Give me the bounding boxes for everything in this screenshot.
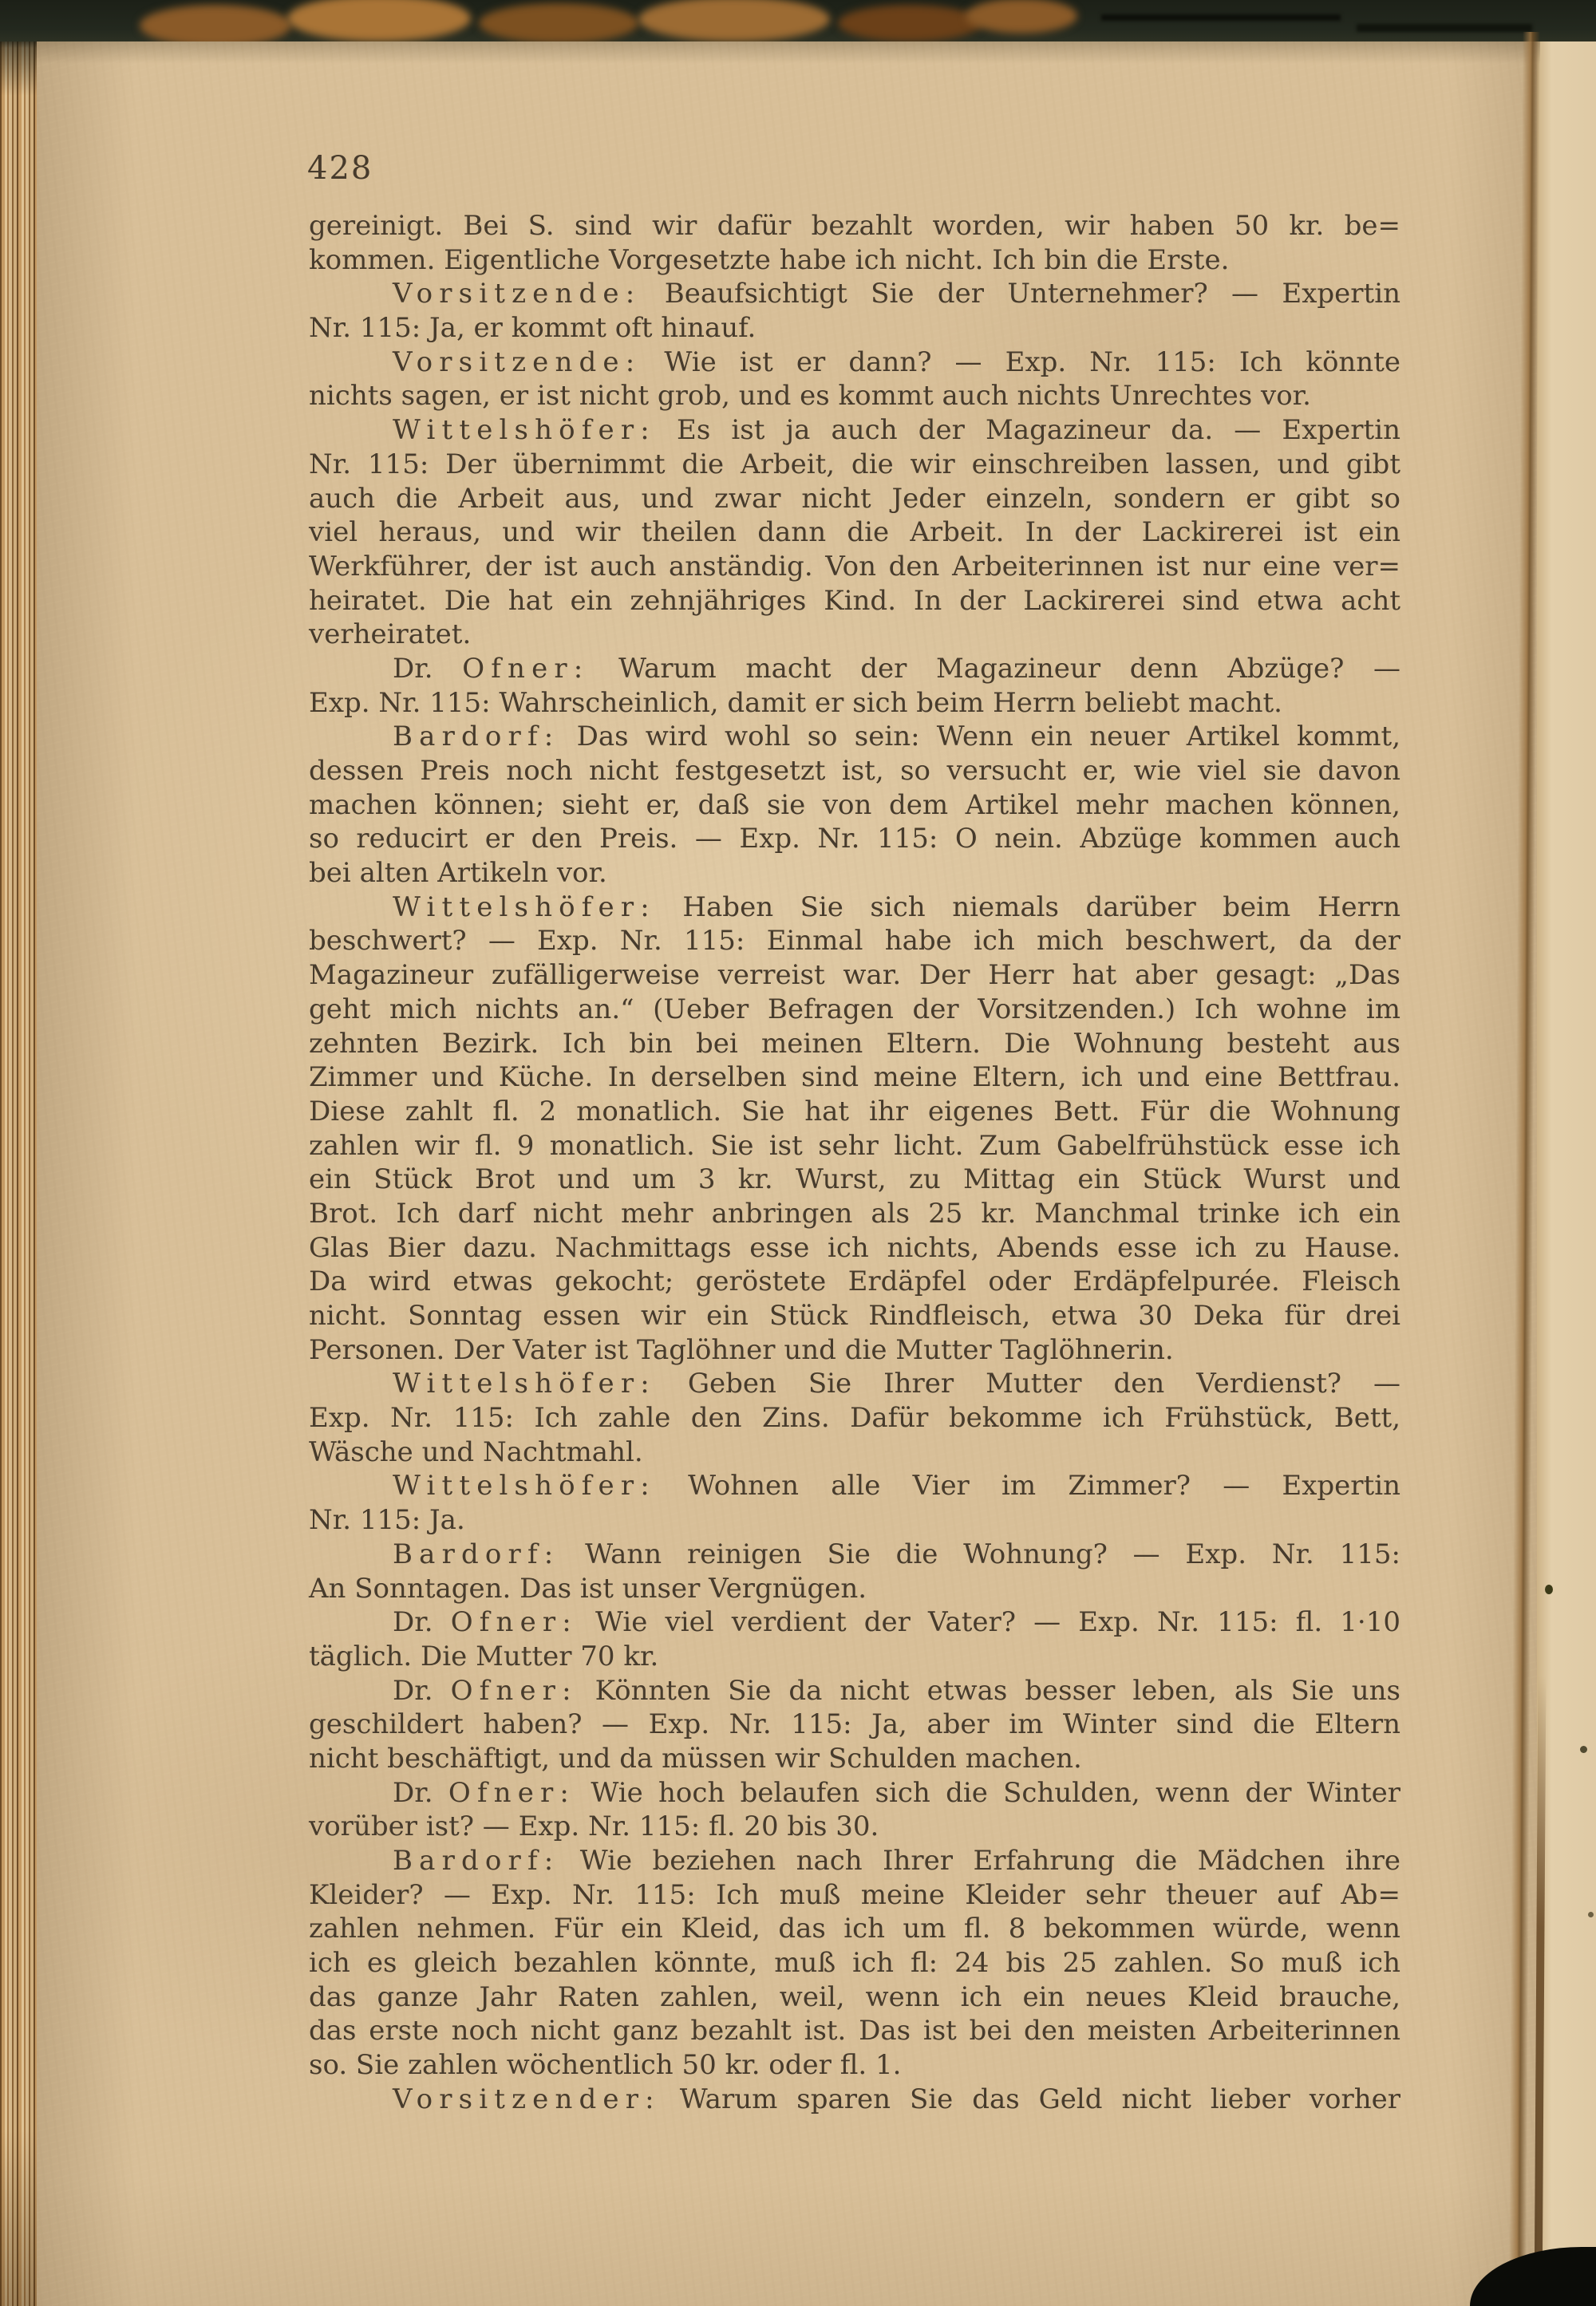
text-line xyxy=(309,1912,1400,1946)
line-text: Wie viel verdient der Vater? — Exp. Nr. 115: fl. 1·10 xyxy=(577,1606,1400,1639)
text-line xyxy=(309,1776,1400,1810)
text-line xyxy=(309,958,1400,993)
line-text: geht mich nichts an.“ (Ueber Befragen der Vorsitzenden.) Ich wohne im xyxy=(309,993,1400,1025)
line-text: gereinigt. Bei S. sind wir dafür bezahlt worden, wir haben 50 kr. be= xyxy=(309,210,1400,242)
text-line xyxy=(309,1333,1400,1368)
line-text: Könnten Sie da nicht etwas besser leben, als Sie uns xyxy=(577,1674,1400,1707)
text-line xyxy=(309,515,1400,550)
line-text: Wie beziehen nach Ihrer Erfahrung die Mädchen ihre xyxy=(559,1845,1400,1877)
line-text: so reducirt er den Preis. — Exp. Nr. 115: O nein. Abzüge kommen auch xyxy=(309,823,1400,855)
line-text: Dr. xyxy=(393,1674,451,1707)
line-text: Exp. Nr. 115: Ich zahle den Zins. Dafür bekomme ich Frühstück, Bett, xyxy=(309,1402,1400,1435)
line-text: Personen. Der Vater ist Taglöhner und die Mutter Taglöhnerin. xyxy=(309,1333,1174,1366)
text-line xyxy=(309,1980,1400,2015)
speaker-name: Ofner: xyxy=(450,1674,578,1707)
ink-speck xyxy=(1580,1746,1587,1753)
line-text: Beaufsichtigt Sie der Unternehmer? — Expertin xyxy=(641,278,1400,310)
line-text: so. Sie zahlen wöchentlich 50 kr. oder fl. 1. xyxy=(309,2049,902,2082)
line-text: Wann reinigen Sie die Wohnung? — Exp. Nr. 115: xyxy=(559,1538,1400,1570)
speaker-name: Bardorf: xyxy=(393,721,560,753)
edge-marbling-blob xyxy=(287,0,471,41)
text-line xyxy=(309,720,1400,754)
line-text: bei alten Artikeln vor. xyxy=(309,857,607,890)
line-text: Exp. Nr. 115: Wahrscheinlich, damit er sich beim Herrn beliebt macht. xyxy=(309,686,1282,719)
line-text: viel heraus, und wir theilen dann die Arbeit. In der Lackirerei ist ein xyxy=(309,516,1400,549)
line-text: Warum macht der Magazineur denn Abzüge? — xyxy=(589,652,1400,685)
line-text: zahlen nehmen. Für ein Kleid, das ich um fl. 8 bekommen würde, wenn xyxy=(309,1913,1400,1945)
line-text: Dr. xyxy=(393,652,463,685)
line-text: Nr. 115: Ja, er kommt oft hinauf. xyxy=(309,312,757,345)
text-line xyxy=(309,1503,1400,1538)
text-line xyxy=(309,856,1400,890)
line-text: vorüber ist? — Exp. Nr. 115: fl. 20 bis 30. xyxy=(309,1810,879,1843)
text-line xyxy=(309,550,1400,584)
line-text: Warum sparen Sie das Geld nicht lieber vorher xyxy=(660,2083,1400,2115)
text-line xyxy=(309,311,1400,346)
text-line xyxy=(309,924,1400,958)
line-text: geschildert haben? — Exp. Nr. 115: Ja, aber im Winter sind die Eltern xyxy=(309,1708,1400,1741)
line-text: dessen Preis noch nicht festgesetzt ist, so versucht er, wie viel sie davon xyxy=(309,755,1400,787)
text-line xyxy=(309,1742,1400,1776)
text-line xyxy=(309,993,1400,1027)
line-text: auch die Arbeit aus, und zwar nicht Jeder einzeln, sondern er gibt so xyxy=(309,482,1400,515)
text-line xyxy=(309,2048,1400,2083)
speaker-name: Wittelshöfer: xyxy=(393,1368,656,1400)
page-top-shadow xyxy=(35,41,1540,64)
text-line xyxy=(309,652,1400,686)
speaker-name: Wittelshöfer: xyxy=(393,890,656,923)
line-text: das ganze Jahr Raten zahlen, weil, wenn ich ein neues Kleid brauche, xyxy=(309,1980,1400,2013)
text-line xyxy=(309,1231,1400,1266)
edge-dark-streak xyxy=(1101,14,1341,21)
line-text: Magazineur zufälligerweise verreist war. Der Herr hat aber gesagt: „Das xyxy=(309,959,1400,992)
speaker-name: Ofner: xyxy=(462,652,590,685)
line-text: täglich. Die Mutter 70 kr. xyxy=(309,1640,659,1672)
line-text: Wäsche und Nachtmahl. xyxy=(309,1435,643,1468)
book-top-edge xyxy=(0,0,1596,41)
body-text xyxy=(309,209,1400,2117)
text-line xyxy=(309,2014,1400,2048)
line-text: das erste noch nicht ganz bezahlt ist. Das ist bei den meisten Arbeiterinnen xyxy=(309,2015,1400,2047)
line-text: Werkführer, der ist auch anständig. Von den Arbeiterinnen ist nur eine ver= xyxy=(309,550,1400,582)
speaker-name: Vorsitzende: xyxy=(393,346,642,378)
text-line xyxy=(309,1810,1400,1844)
line-text: beschwert? — Exp. Nr. 115: Einmal habe ich mich beschwert, da der xyxy=(309,925,1400,958)
text-line xyxy=(309,1878,1400,1913)
text-line xyxy=(309,754,1400,788)
line-text: nicht. Sonntag essen wir ein Stück Rindfleisch, etwa 30 Deka für drei xyxy=(309,1300,1400,1332)
text-line xyxy=(309,1605,1400,1640)
line-text: ein Stück Brot und um 3 kr. Wurst, zu Mittag ein Stück Wurst und xyxy=(309,1163,1400,1196)
text-line xyxy=(309,1299,1400,1333)
text-line xyxy=(309,1265,1400,1299)
text-line xyxy=(309,686,1400,721)
text-line xyxy=(309,1367,1400,1401)
text-line xyxy=(309,1844,1400,1878)
text-line xyxy=(309,448,1400,482)
text-line xyxy=(309,1538,1400,1572)
speaker-name: Bardorf: xyxy=(393,1845,560,1877)
edge-dark-streak xyxy=(1357,24,1532,32)
ink-speck xyxy=(1545,1585,1553,1594)
line-text: Dr. xyxy=(393,1606,451,1639)
line-text: Geben Sie Ihrer Mutter den Verdienst? — xyxy=(655,1368,1400,1400)
edge-marbling-blob xyxy=(838,5,982,41)
next-page-edge xyxy=(1537,32,1596,2306)
text-line xyxy=(309,788,1400,823)
line-text: machen können; sieht er, daß sie von dem Artikel mehr machen können, xyxy=(309,788,1400,821)
speaker-name: Wittelshöfer: xyxy=(393,414,656,447)
line-text: ich es gleich bezahlen könnte, muß ich fl: 24 bis 25 zahlen. So muß ich xyxy=(309,1947,1400,1980)
line-text: Diese zahlt fl. 2 monatlich. Sie hat ihr eigenes Bett. Für die Wohnung xyxy=(309,1095,1400,1127)
text-line xyxy=(309,379,1400,413)
speaker-name: Bardorf: xyxy=(393,1538,560,1570)
text-line xyxy=(309,1027,1400,1061)
text-line xyxy=(309,1674,1400,1708)
edge-marbling-blob xyxy=(966,0,1077,34)
text-line xyxy=(309,1435,1400,1470)
text-line xyxy=(309,209,1400,243)
speaker-name: Ofner: xyxy=(448,1776,576,1809)
speaker-name: Vorsitzender: xyxy=(393,2083,661,2115)
line-text: Nr. 115: Ja. xyxy=(309,1504,465,1537)
edge-marbling-blob xyxy=(140,5,291,41)
text-line xyxy=(309,1401,1400,1435)
speaker-name: Vorsitzende: xyxy=(393,278,642,310)
line-text: Wohnen alle Vier im Zimmer? — Expertin xyxy=(655,1470,1400,1502)
line-text: Wie hoch belaufen sich die Schulden, wenn der Winter xyxy=(575,1776,1400,1809)
text-line xyxy=(309,1060,1400,1095)
line-text: Glas Bier dazu. Nachmittags esse ich nichts, Abends esse ich zu Hause. xyxy=(309,1231,1400,1264)
text-line xyxy=(309,482,1400,516)
text-line xyxy=(309,1095,1400,1129)
line-text: Dr. xyxy=(393,1776,448,1809)
text-line xyxy=(309,2083,1400,2117)
text-line xyxy=(309,1640,1400,1674)
line-text: zehnten Bezirk. Ich bin bei meinen Eltern. Die Wohnung besteht aus xyxy=(309,1027,1400,1060)
line-text: Das wird wohl so sein: Wenn ein neuer Artikel kommt, xyxy=(559,721,1400,753)
line-text: heiratet. Die hat ein zehnjähriges Kind. In der Lackirerei sind etwa acht xyxy=(309,584,1400,617)
line-text: nicht beschäftigt, und da müssen wir Schulden machen. xyxy=(309,1742,1082,1775)
edge-marbling-blob xyxy=(479,3,638,41)
text-line xyxy=(309,822,1400,856)
text-line xyxy=(309,1708,1400,1742)
line-text: Brot. Ich darf nicht mehr anbringen als 25 kr. Manchmal trinke ich ein xyxy=(309,1197,1400,1230)
line-text: verheiratet. xyxy=(309,618,472,651)
line-text: An Sonntagen. Das ist unser Vergnügen. xyxy=(309,1572,867,1605)
line-text: Nr. 115: Der übernimmt die Arbeit, die wir einschreiben lassen, und gibt xyxy=(309,448,1400,480)
line-text: Kleider? — Exp. Nr. 115: Ich muß meine Kleider sehr theuer auf Ab= xyxy=(309,1878,1400,1911)
page-number: 428 xyxy=(307,150,373,187)
text-line xyxy=(309,413,1400,448)
text-line xyxy=(309,618,1400,652)
ink-speck xyxy=(1588,1912,1594,1917)
text-line xyxy=(309,346,1400,380)
text-line xyxy=(309,277,1400,311)
line-text: Zimmer und Küche. In derselben sind meine Eltern, ich und eine Bettfrau. xyxy=(309,1061,1400,1094)
line-text: Da wird etwas gekocht; geröstete Erdäpfel oder Erdäpfelpurée. Fleisch xyxy=(309,1266,1400,1298)
page-stack-bottom-shadow xyxy=(0,2130,37,2306)
line-text: Es ist ja auch der Magazineur da. — Expertin xyxy=(655,414,1400,447)
text-line xyxy=(309,243,1400,278)
line-text: Haben Sie sich niemals darüber beim Herrn xyxy=(655,890,1400,923)
speaker-name: Ofner: xyxy=(450,1606,578,1639)
line-text: nichts sagen, er ist nicht grob, und es kommt auch nichts Unrechtes vor. xyxy=(309,380,1311,413)
text-line xyxy=(309,1946,1400,1980)
text-line xyxy=(309,1163,1400,1197)
line-text: Wie ist er dann? — Exp. Nr. 115: Ich könnte xyxy=(641,346,1400,378)
text-line xyxy=(309,1197,1400,1231)
page-stack-edge xyxy=(0,0,37,2306)
text-line xyxy=(309,1129,1400,1163)
text-line xyxy=(309,1572,1400,1606)
text-line xyxy=(309,890,1400,925)
text-line xyxy=(309,1469,1400,1503)
line-text: zahlen wir fl. 9 monatlich. Sie ist sehr licht. Zum Gabelfrühstück esse ich xyxy=(309,1129,1400,1162)
speaker-name: Wittelshöfer: xyxy=(393,1470,656,1502)
line-text: kommen. Eigentliche Vorgesetzte habe ich nicht. Ich bin die Erste. xyxy=(309,243,1230,276)
text-line xyxy=(309,584,1400,618)
edge-marbling-blob xyxy=(638,0,830,41)
